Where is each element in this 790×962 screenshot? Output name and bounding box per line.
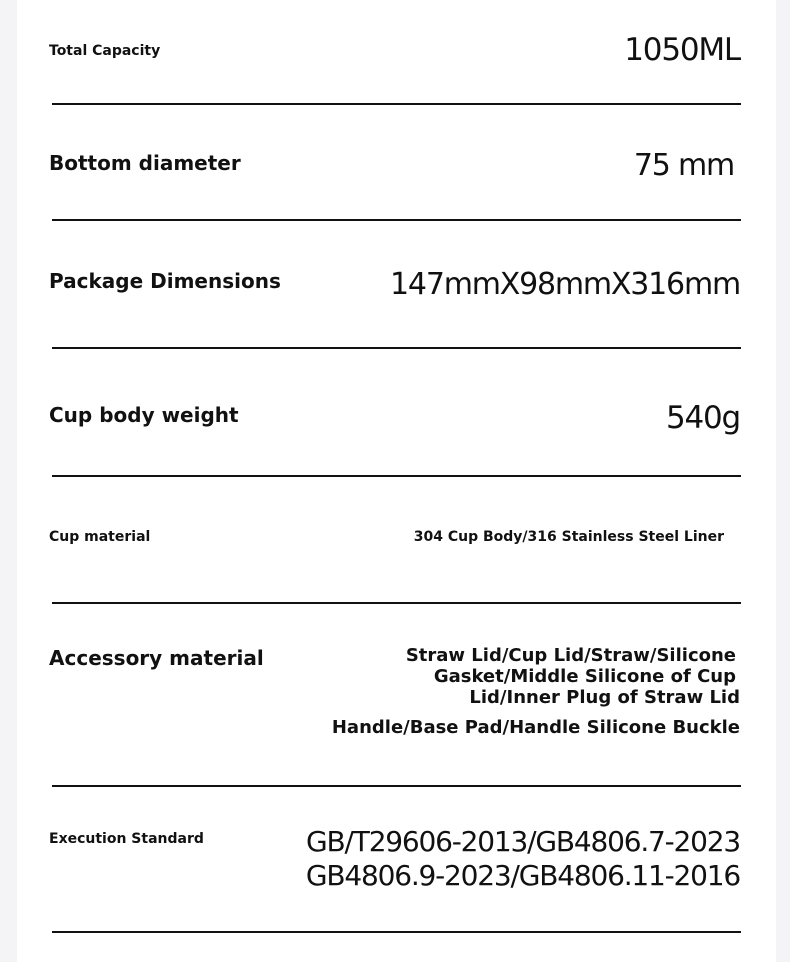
spec-sheet [17,0,776,962]
spec-label-execution-standard: Execution Standard [49,831,204,847]
divider [52,785,741,787]
divider [52,219,741,221]
divider [52,931,741,933]
spec-value-accessory-line-4: Handle/Base Pad/Handle Silicone Buckle [331,717,740,738]
spec-value-cup-body-weight: 540g [665,400,740,436]
divider [52,103,741,105]
spec-label-total-capacity: Total Capacity [49,43,161,59]
divider [52,602,741,604]
spec-value-package-dimensions: 147mmX98mmX316mm [390,267,740,302]
spec-label-cup-material: Cup material [49,529,151,545]
spec-value-standard-line-2: GB4806.9-2023/GB4806.11-2016 [305,859,740,892]
divider [52,475,741,477]
spec-value-accessory-line-3: Lid/Inner Plug of Straw Lid [469,687,740,708]
spec-label-package-dimensions: Package Dimensions [49,269,281,293]
spec-value-accessory-line-2: Gasket/Middle Silicone of Cup [433,666,736,687]
spec-value-accessory-line-1: Straw Lid/Cup Lid/Straw/Silicone [405,645,736,666]
divider [52,347,741,349]
spec-label-accessory-material: Accessory material [49,646,264,670]
spec-value-bottom-diameter: 75 mm [633,148,734,183]
spec-value-cup-material: 304 Cup Body/316 Stainless Steel Liner [413,529,724,545]
spec-label-cup-body-weight: Cup body weight [49,403,239,427]
spec-value-standard-line-1: GB/T29606-2013/GB4806.7-2023 [306,825,740,858]
spec-label-bottom-diameter: Bottom diameter [49,151,241,175]
spec-value-total-capacity: 1050ML [624,32,740,68]
